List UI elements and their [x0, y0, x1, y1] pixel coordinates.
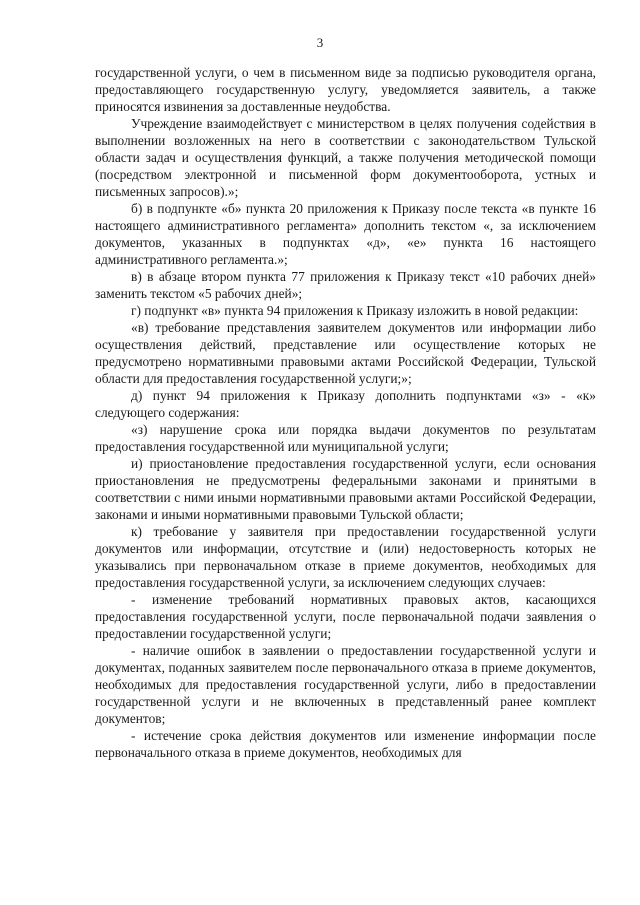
paragraph-item-d: д) пункт 94 приложения к Приказу дополнить подпунктами «з» - «к» следующего содержания: [95, 388, 596, 420]
paragraph-subitem-i: и) приостановление предоставления государственной услуги, если основания приостановления не предусмотрены федеральными законами и принятыми в соответствии с ними иными нормативными правовыми актами Российской Федерации, законами и иными нормативными правовыми Тульской области; [95, 456, 596, 522]
paragraph-institution-interaction: Учреждение взаимодействует с министерством в целях получения содействия в выполнении возложенных на него в соответствии с законодательством Тульской области задач и осуществления функций, а также получения методической помощи (посредством электронной и письменной форм документооборота, устных и письменных запросов).»; [95, 116, 596, 199]
paragraph-item-b: б) в подпункте «б» пункта 20 приложения к Приказу после текста «в пункте 16 настоящего административного регламента» дополнить текстом «, за исключением документов, указанных в подпунктах «д», «е» пункта 16 настоящего административного регламента.»; [95, 201, 596, 267]
paragraph-item-v: в) в абзаце втором пункта 77 приложения к Приказу текст «10 рабочих дней» заменить текстом «5 рабочих дней»; [95, 269, 596, 301]
document-body [95, 64, 596, 761]
bullet-errors-in-application: - наличие ошибок в заявлении о предоставлении государственной услуги и документах, поданных заявителем после первоначального отказа в приеме документов, необходимых для предоставления государственной услуги, либо в предоставлении государственной услуги и не включенных в представленный ранее комплект документов; [95, 643, 596, 726]
paragraph-subitem-k: к) требование у заявителя при предоставлении государственной услуги документов или информации, отсутствие и (или) недостоверность которых не указывались при первоначальном отказе в приеме документов, необходимых для предоставления государственной услуги, за исключением следующих случаев: [95, 524, 596, 590]
paragraph-subitem-v-text: «в) требование представления заявителем документов или информации либо осуществления действий, представление или осуществление которых не предусмотрено нормативными правовыми актами Российской Федерации, Тульской области для предоставления государственной услуги;»; [95, 320, 596, 386]
paragraph-continuation: государственной услуги, о чем в письменном виде за подписью руководителя органа, предоставляющего государственную услугу, уведомляется заявитель, а также приносятся извинения за доставленные неудобства. [95, 65, 596, 114]
paragraph-subitem-z: «з) нарушение срока или порядка выдачи документов по результатам предоставления государственной или муниципальной услуги; [95, 422, 596, 454]
bullet-requirements-change: - изменение требований нормативных правовых актов, касающихся предоставления государственной услуги, после первоначальной подачи заявления о предоставлении государственной услуги; [95, 592, 596, 641]
bullet-document-expiry: - истечение срока действия документов или изменение информации после первоначального отказа в приеме документов, необходимых для [95, 728, 596, 760]
paragraph-item-g: г) подпункт «в» пункта 94 приложения к Приказу изложить в новой редакции: [131, 303, 579, 318]
page-number: 3 [316, 35, 324, 50]
